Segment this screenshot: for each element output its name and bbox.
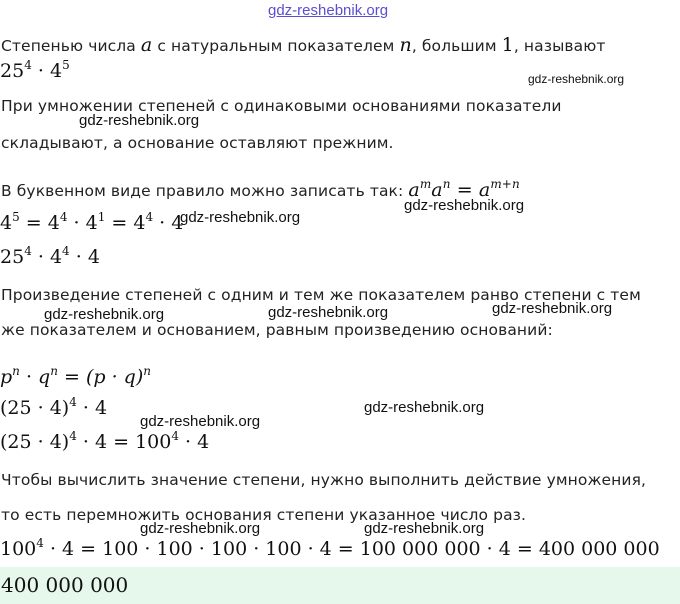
watermark: gdz-reshebnik.org: [268, 304, 389, 321]
watermark: gdz-reshebnik.org: [140, 413, 261, 430]
answer-value: 400 000 000: [1, 573, 129, 597]
num-one: 1: [501, 34, 514, 56]
expression-6: $100^4 \cdot 4 = 100 \cdot 100 \cdot 100 \cdot 100 \cdot 4 = 100$ 000 000 · 4 = 400 000 000: [0, 536, 660, 560]
rule-letter-text: В буквенном виде правило можно записать так:: [1, 182, 404, 200]
product-rule-line-2: же показателем и основанием, равным произведению оснований:: [1, 321, 553, 339]
definition-text-2: с натуральным показателем: [157, 37, 395, 55]
rule-text-line-2: складывают, а основание оставляют прежним.: [1, 134, 394, 152]
rule-text-line-1: При умножении степеней с одинаковыми основаниями показатели: [1, 97, 562, 115]
expression-3: $25^4 \cdot 4^4 \cdot 4$: [0, 244, 100, 268]
expression-4: $(25 \cdot 4)^4 \cdot 4$: [0, 395, 108, 419]
product-formula: $p^n \cdot q^n = (p \cdot q)^n$: [0, 364, 151, 388]
var-n: n: [399, 34, 412, 56]
watermark: gdz-reshebnik.org: [364, 399, 485, 416]
watermark: gdz-reshebnik.org: [44, 306, 165, 323]
watermark: gdz-reshebnik.org: [140, 520, 261, 537]
watermark: gdz-reshebnik.org: [404, 197, 525, 214]
expression-5: $(25 \cdot 4)^4 \cdot 4 = 100^4 \cdot 4$: [0, 429, 210, 453]
definition-line: [1, 34, 606, 56]
compute-text-line-2: то есть перемножить основания степени указанное число раз.: [1, 506, 527, 524]
watermark: gdz-reshebnik.org: [180, 209, 301, 226]
compute-text-line-1: Чтобы вычислить значение степени, нужно выполнить действие умножения,: [1, 471, 647, 489]
definition-text-1: Степенью числа: [1, 37, 136, 55]
definition-text-3: , большим: [411, 37, 497, 55]
definition-text-4: , называют: [513, 37, 606, 55]
product-rule-line-1: Произведение степеней с одним и тем же показателем ранво степени с тем: [1, 286, 641, 304]
answer-box: [0, 567, 680, 604]
var-a: a: [140, 34, 153, 56]
expression-1: $25^4 \cdot 4^5$: [0, 58, 70, 82]
watermark: gdz-reshebnik.org: [364, 520, 485, 537]
watermark-top[interactable]: gdz-reshebnik.org: [268, 2, 389, 19]
rule-formula: $a^ma^n = a^{m+n}$: [408, 177, 520, 201]
watermark: gdz-reshebnik.org: [492, 300, 613, 317]
watermark: gdz-reshebnik.org: [528, 72, 625, 86]
watermark: gdz-reshebnik.org: [79, 112, 200, 129]
expression-2: $4^5 = 4^4 \cdot 4^1 = 4^4 \cdot 4$: [0, 210, 184, 234]
